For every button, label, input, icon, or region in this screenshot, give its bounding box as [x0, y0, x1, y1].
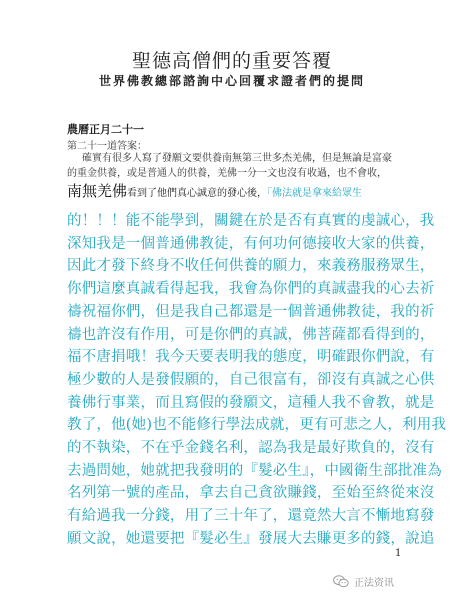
answer-label: 第二十一道答案：	[67, 141, 147, 152]
wechat-icon	[333, 575, 349, 588]
quote-line: 深知我是一個普通佛教徒，有何功何德接收大家的供養，	[67, 235, 435, 252]
quote-line: 的不執染，不在乎金錢名利，認為我是最好欺負的，沒有	[67, 440, 435, 457]
quote-paragraph	[67, 210, 447, 551]
quote-line: 養佛行事業，而且寫假的發願文，這種人我不會教，就是	[67, 394, 435, 411]
quote-line: 名列第一號的產品，拿去自己貪欲賺錢，至始至終從來沒	[67, 485, 435, 502]
quote-line: 福不唐捐哦！我今天要表明我的態度，明確跟你們說，有	[67, 349, 435, 366]
intro-paragraph	[67, 151, 407, 181]
quote-line: 有給過我一分錢，用了三十年了，還竟然大言不慚地寫發	[67, 508, 435, 525]
watermark-label: 正法资讯	[354, 578, 394, 589]
mixed-black-text: 看到了他們真心誠意的發心後，	[127, 188, 268, 199]
page-title: 聖德高僧們的重要答覆	[131, 50, 332, 72]
quote-line: 教了，他(她)也不能修行學法成就，更有可悲之人，利用我	[67, 417, 447, 434]
intro-line: 確實有很多人寫了發願文要供養南無第三世多杰羌佛，但是無論是富豪	[82, 153, 392, 164]
watermark	[333, 574, 394, 589]
quote-line: 的！！！能不能學到，關鍵在於是否有真實的虔誠心，我	[67, 213, 435, 229]
quote-line: 因此才發下終身不收任何供養的願力，來義務服務眾生，	[67, 258, 435, 275]
quote-line: 禱祝福你們，但是我自己都還是一個普通佛教徒，我的祈	[67, 303, 435, 320]
quote-line: 禱也許沒有作用，可是你們的真誠，佛菩薩都看得到的，	[67, 326, 435, 343]
lunar-date: 農曆正月二十一	[67, 123, 144, 136]
quote-line: 極少數的人是發假願的，自己很富有，卻沒有真誠之心供	[67, 371, 435, 388]
quote-line: 你們這麼真誠看得起我，我會為你們的真誠盡我的心去祈	[67, 281, 435, 298]
intro-line: 的重金供養，或是普通人的供養，羌佛一分一文也沒有收過，也不會收，	[67, 168, 387, 179]
quote-line: 去過問她，她就把我發明的『髮必生』，中國衛生部批准為	[67, 462, 442, 479]
mixed-line	[67, 183, 407, 202]
quote-start: 「佛法就是拿來給眾生	[267, 188, 363, 199]
buddha-name: 南無羌佛	[67, 182, 128, 200]
quote-line: 願文說，她還要把『髮必生』發展大去賺更多的錢，說追	[67, 530, 435, 547]
page-subtitle: 世界佛教總部諮詢中心回覆求證者們的提問	[98, 74, 365, 88]
page-number: 1	[395, 548, 402, 559]
